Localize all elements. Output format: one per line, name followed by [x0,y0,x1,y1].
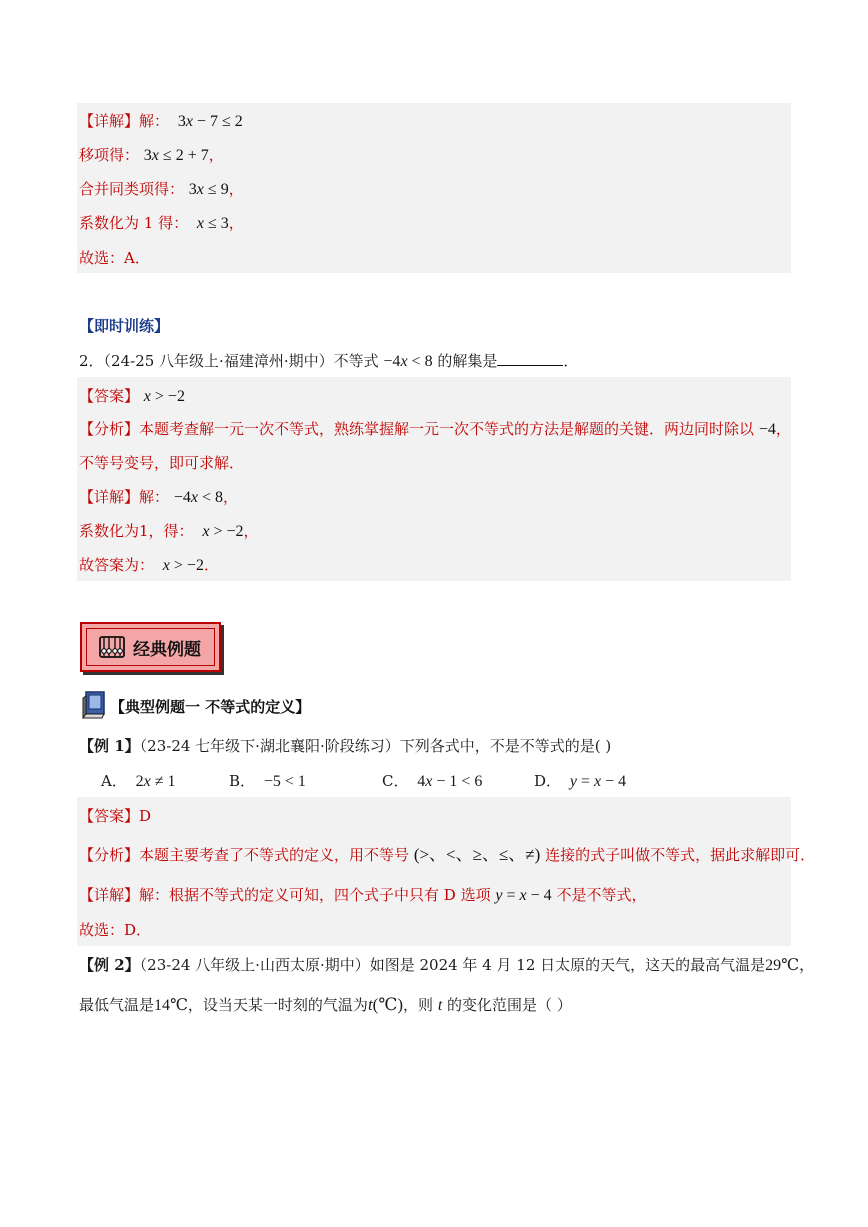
math-y-eq-x-4: y = x − 4 [495,887,552,904]
option-label: A． [101,772,127,790]
detail-line-5 [79,248,150,268]
answer-line [79,386,185,407]
math-x-gt-neg2: x > −2 [202,523,244,540]
option-b [229,771,306,792]
math-3x-le-9: 3x ≤ 9 [188,181,229,198]
answer-tag: 【答案】 [79,387,140,405]
step-text: 合并同类项得： [79,180,185,198]
question-number: 2． [79,352,104,370]
comma: ， [243,522,259,540]
example-text: ，则 [403,996,434,1014]
question-2 [79,351,578,372]
detail-line-4: 系数化为 1 得： x ≤ 3， [79,214,244,232]
analysis-tag: 【分析】 [79,846,140,864]
step-text: 移项得： [79,146,140,164]
example-text: 的变化范围是（ ） [447,996,572,1014]
math-2x-ne-1: 2x ≠ 1 [131,773,176,790]
temp-low: 14℃ [154,997,188,1014]
final-choice: 故选：A． [79,249,150,267]
detail-text: 解：根据不等式的定义可知，四个式子中只有 D 选项 [139,886,491,904]
detail-line-1 [79,111,243,132]
math-3x-7-le-2: 3x − 7 ≤ 2 [173,113,243,130]
question-text: 的解集是 [437,352,498,370]
classic-examples-banner [80,622,221,672]
detail-line-3: 合并同类项得： 3x ≤ 9， [79,180,244,198]
answer-line [79,806,151,826]
analysis-text: 本题主要考查了不等式的定义，用不等号 [139,846,410,864]
banner-title: 经典例题 [133,639,201,660]
question-end: ． [563,352,579,370]
math-x-le-3: x ≤ 3 [196,215,229,232]
detail-tag: 【详解】 [79,488,140,506]
detail-line-2 [79,521,259,542]
period: ． [203,556,219,574]
book-icon [80,690,108,720]
final-line [79,920,151,940]
detail-line-3 [79,555,219,576]
analysis-text: 不等号变号，即可求解． [79,454,245,472]
section-heading: 【典型例题一 不等式的定义】 [110,698,311,716]
final-choice: 故选：D． [79,921,152,939]
option-label: B． [229,772,256,790]
math-t-celsius: t(℃) [367,995,404,1014]
abacus-icon [99,636,125,658]
step-text: 系数化为 1 得： [79,214,189,232]
step-text: 系数化为1，得： [79,522,194,540]
example-text: 下列各式中，不是不等式的是( ) [399,737,612,755]
detail-text: 解： [139,112,170,130]
math-neg5-lt-1: −5 < 1 [259,773,306,790]
math-neg4x-lt-8: −4x < 8 [173,489,223,506]
math-4x-1-lt-6: 4x − 1 < 6 [413,773,483,790]
detail-tag: 【详解】 [79,886,140,904]
answer-blank [497,351,563,366]
math-inequality-signs: (>、<、≥、≤、≠) [413,845,541,864]
solution-block-3 [77,797,791,946]
detail-text: 不是不等式， [556,886,647,904]
detail-line [79,885,646,906]
analysis-line-1 [79,419,791,440]
detail-tag: 【详解】 [79,112,140,130]
detail-text: 解： [139,488,170,506]
solution-block-2 [77,377,791,581]
example-1 [79,736,611,756]
math-neg4x-lt-8: −4x < 8 [383,353,433,370]
comma: ， [222,488,238,506]
analysis-line [79,845,815,865]
answer-tag: 【答案】 [79,807,140,825]
question-text: 不等式 [333,352,379,370]
example-text: ，设当天某一时刻的气温为 [187,996,368,1014]
example-2-line-1 [79,955,815,976]
math-x-gt-neg2: x > −2 [162,557,204,574]
example-2-line-2 [79,995,572,1016]
math-x-gt-neg2: x > −2 [143,388,185,405]
banner-frame [86,628,215,666]
example-text: （23-24 八年级上·山西太原·期中）如图是 2024 年 4 月 12 日太原的天气，这天的最高气温是 [139,956,766,974]
analysis-text: 本题考查解一元一次不等式，熟练掌握解一元一次不等式的方法是解题的关键．两边同时除以 [139,420,755,438]
detail-line-2: 移项得： 3x ≤ 2 + 7， [79,146,224,164]
analysis-line-2 [79,453,244,473]
training-heading: 【即时训练】 [79,317,170,335]
example-tag: 【例 2】 [79,956,140,974]
detail-line-1 [79,487,238,508]
answer-value: D [139,807,152,825]
option-label: C． [382,772,409,790]
temp-high: 29℃， [765,957,816,974]
analysis-text: 连接的式子叫做不等式，据此求解即可． [545,846,816,864]
analysis-tag: 【分析】 [79,420,140,438]
option-a [101,771,176,792]
math-3x-le-2-7: 3x ≤ 2 + 7 [143,147,209,164]
math-y-eq-x-4: y = x − 4 [569,773,627,790]
math-neg4: −4 [758,421,776,438]
example-tag: 【例 1】 [79,737,140,755]
option-label: D． [534,772,562,790]
option-c [382,771,482,792]
question-source: （24-25 八年级上·福建漳州·期中） [103,352,334,370]
step-text: 故答案为： [79,556,155,574]
option-d [534,771,626,792]
comma: ， [775,420,791,438]
example-source: （23-24 七年级下·湖北襄阳·阶段练习） [139,737,400,755]
math-t: t [437,997,443,1014]
example-text: 最低气温是 [79,996,155,1014]
